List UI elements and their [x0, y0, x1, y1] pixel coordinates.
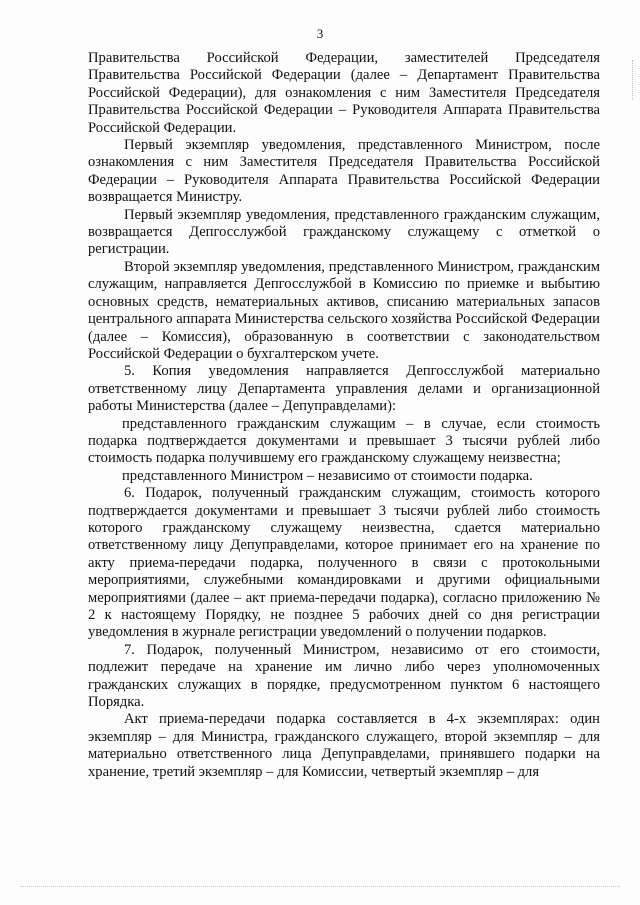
paragraph-item-5-minister: представленного Министром – независимо от стоимости подарка. — [122, 467, 533, 484]
scan-artifact-bottom — [20, 886, 620, 889]
paragraph-second-copy: Второй экземпляр уведомления, представленного Министром, гражданским служащим, направляется Депгосслужбой в Комиссию по приемке и выбытию основных средств, нематериальных активов, списанию материальных запасов центрального аппарата Министерства сельского хозяйства Российской Федерации (далее – Комиссия), образованную в соответствии с законодательством Российской Федерации о бухгалтерском учете. — [88, 258, 600, 362]
paragraph-item-7: 7. Подарок, полученный Министром, независимо от его стоимости, подлежит передаче на хранение им лично либо через уполномоченных гражданских служащих в порядке, предусмотренном пунктом 6 настоящего Порядка. — [88, 641, 600, 711]
paragraph-first-copy-minister: Первый экземпляр уведомления, представленного Министром, после ознакомления с ним Заместителя Председателя Правительства Российской Федерации – Руководителя Аппарата Правительства Российской Федерации возвращается Министру. — [88, 137, 600, 206]
paragraph-first-copy-employee: Первый экземпляр уведомления, представленного гражданским служащим, возвращается Депгосслужбой гражданскому служащему с отметкой о регистрации. — [88, 206, 600, 258]
scan-artifact-edge — [632, 60, 634, 100]
paragraph-item-5-employee: представленного гражданским служащим – в случае, если стоимость подарка подтверждается документами и превышает 3 тысячи рублей либо стоимость подарка получившему его гражданскому служащему неизвестна; — [88, 415, 600, 467]
paragraph-act: Акт приема-передачи подарка составляется в 4-х экземплярах: один экземпляр – для Министра, гражданского служащего, второй экземпляр – для материально ответственного лица Депуправделами, принявшего подарки на хранение, третий экземпляр – для Комиссии, четвертый экземпляр – для — [88, 711, 600, 780]
paragraph-continuation: Правительства Российской Федерации, заместителей Председателя Правительства Российской Федерации (далее – Департамент Правительства Российской Федерации), для ознакомления с ним Заместителя Председателя Правительства Российской Федерации – Руководителя Аппарата Правительства Российской Федерации. — [88, 50, 600, 136]
paragraph-item-5: 5. Копия уведомления направляется Депгосслужбой материально ответственному лицу Департамента управления делами и организационной работы Министерства (далее – Депуправделами): — [88, 363, 600, 415]
page-number: 3 — [316, 26, 324, 41]
paragraph-item-6: 6. Подарок, полученный гражданским служащим, стоимость которого подтверждается документами и превышает 3 тысячи рублей либо стоимость которого гражданскому служащему неизвестна, сдается материально ответственному лицу Депуправделами, которое принимает его на хранение по акту приема-передачи подарка, полученного в связи с протокольными мероприятиями, служебными командировками и другими официальными мероприятиями (далее – акт приема-передачи подарка), согласно приложению № 2 к настоящему Порядку, не позднее 5 рабочих дней со дня регистрации уведомления в журнале регистрации уведомлений о получении подарков. — [88, 485, 600, 641]
document-body — [88, 50, 600, 781]
